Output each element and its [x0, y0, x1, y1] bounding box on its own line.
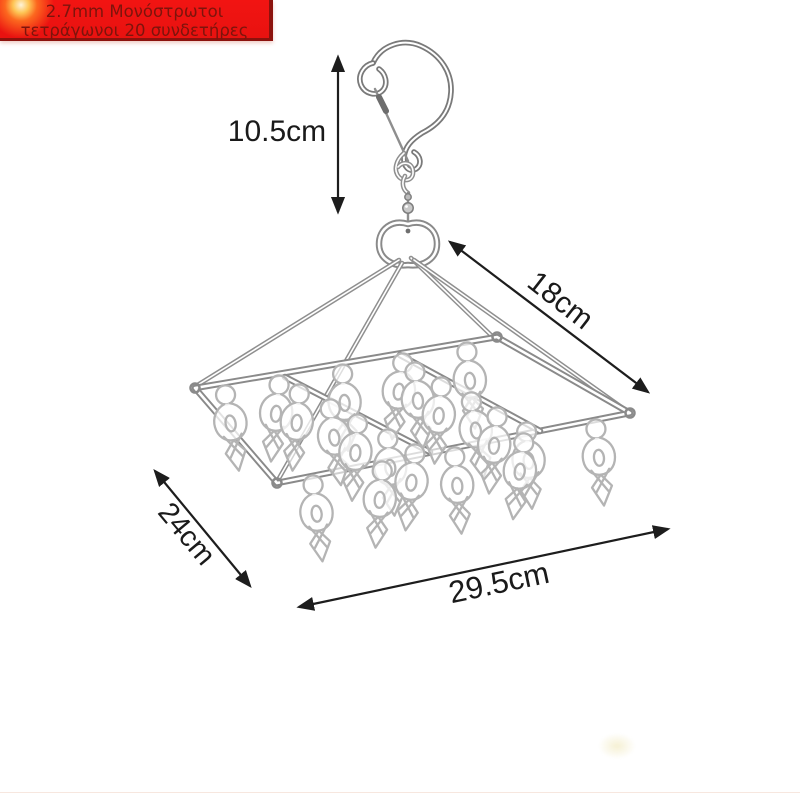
promo-badge — [0, 0, 273, 41]
promo-badge-line-2: τετράγωνοι 20 συνδετήρες — [20, 21, 249, 40]
clip — [579, 418, 620, 507]
page-bottom-divider — [0, 792, 800, 793]
dimension-label-width: 29.5cm — [445, 554, 553, 611]
faint-watermark — [598, 733, 636, 759]
clip — [208, 383, 255, 474]
dimension-label-depth: 24cm — [151, 496, 222, 572]
promo-badge-line-1: 2.7mm Μονόστρωτοι — [45, 2, 224, 21]
clip — [296, 474, 339, 564]
swivel-icon — [396, 153, 413, 224]
dimension-label-hook-height: 10.5cm — [227, 115, 327, 148]
dimension-label-arm: 18cm — [521, 265, 600, 337]
hook-icon — [360, 43, 451, 170]
suspension-ring-icon — [379, 223, 437, 266]
